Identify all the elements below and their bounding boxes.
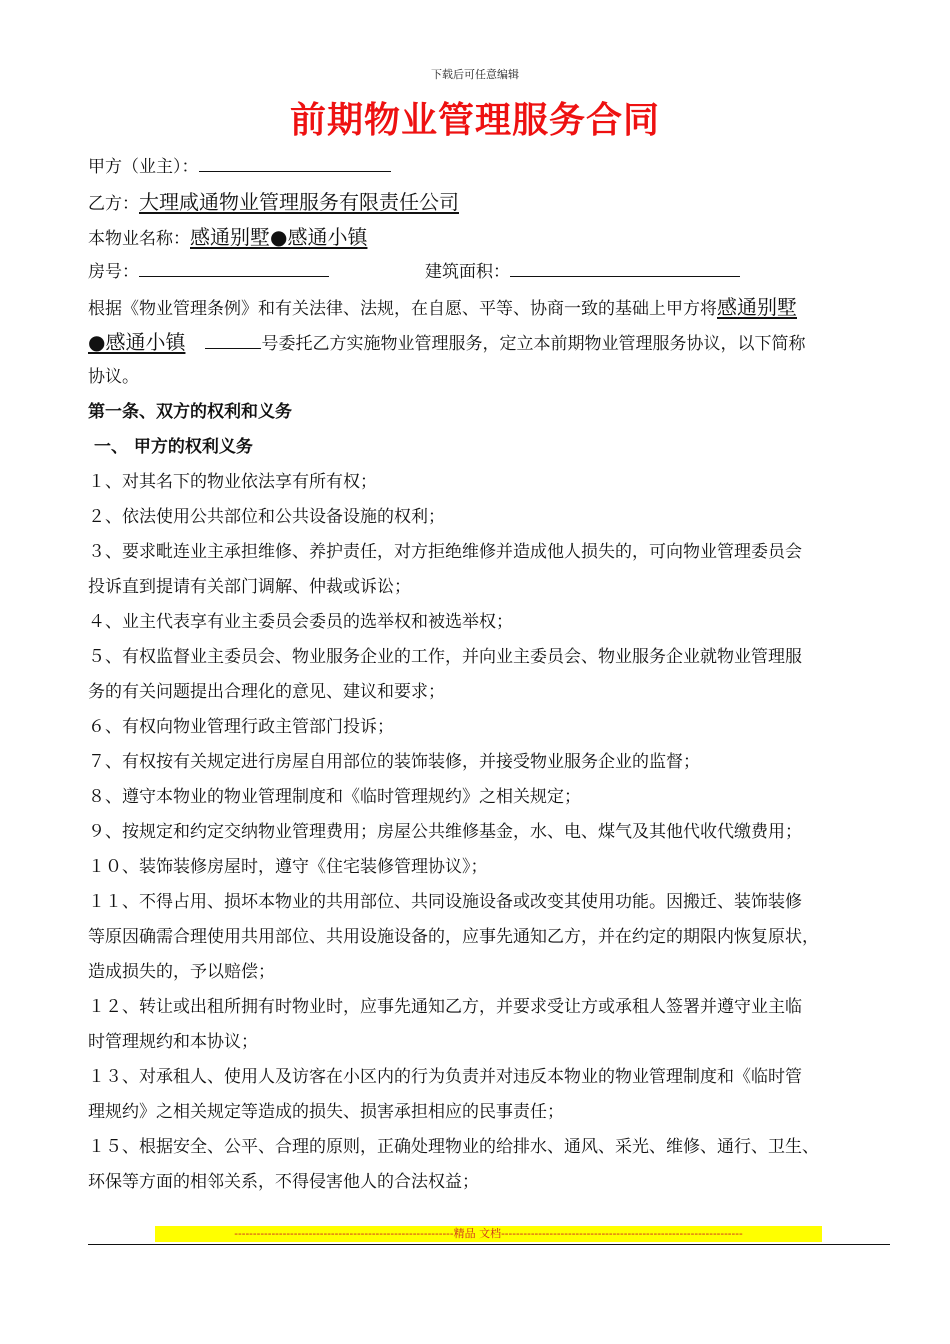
clause-line: １、对其名下的物业依法享有所有权； — [88, 472, 377, 492]
clause-line: ５、有权监督业主委员会、物业服务企业的工作，并向业主委员会、物业服务企业就物业管理服 — [88, 647, 802, 667]
intro-blank — [205, 330, 261, 349]
intro-part2: 号委托乙方实施物业管理服务，定立本前期物业管理服务协议，以下简称 — [261, 334, 806, 354]
party-b-value: 大理咸通物业管理服务有限责任公司 — [139, 190, 459, 214]
room-blank — [139, 258, 329, 277]
intro-name-part2: ●感通小镇 — [88, 330, 186, 354]
area-blank — [510, 258, 740, 277]
header-note: 下载后可任意编辑 — [431, 68, 519, 81]
property-name-label: 本物业名称： — [88, 229, 190, 249]
clause-line: １２、转让或出租所拥有时物业时，应事先通知乙方，并要求受让方或承租人签署并遵守业主临 — [88, 997, 802, 1017]
clause-line: ３、要求毗连业主承担维修、养护责任，对方拒绝维修并造成他人损失的，可向物业管理委员会 — [88, 542, 802, 562]
clause-line: １０、装饰装修房屋时，遵守《住宅装修管理协议》； — [88, 857, 488, 877]
room-area-row — [88, 255, 888, 290]
property-name-value: 感通别墅●感通小镇 — [190, 225, 368, 249]
document-title: 前期物业管理服务合同 — [289, 100, 660, 141]
intro-line-1 — [88, 290, 888, 325]
clause-line: １１、不得占用、损坏本物业的共用部位、共同设施设备或改变其使用功能。因搬迁、装饰装修 — [88, 892, 802, 912]
contract-body — [88, 150, 888, 1200]
footer-watermark-bar: -----------------------------------------------------------精品 文档----------------------------------------------------------------- — [155, 1226, 822, 1242]
clause-line: ９、按规定和约定交纳物业管理费用；房屋公共维修基金，水、电、煤气及其他代收代缴费用； — [88, 822, 802, 842]
party-a-label: 甲方（业主）： — [88, 157, 199, 177]
footer-divider — [88, 1244, 890, 1245]
intro-line-2 — [88, 325, 888, 360]
party-a-row — [88, 150, 888, 185]
clause-line: １５、根据安全、公平、合理的原则，正确处理物业的给排水、通风、采光、维修、通行、卫生、 — [88, 1137, 819, 1157]
area-label: 建筑面积： — [425, 262, 510, 282]
clause-line: 时管理规约和本协议； — [88, 1032, 258, 1052]
clause-line: 务的有关问题提出合理化的意见、建议和要求； — [88, 682, 445, 702]
subsection-1-heading: 一、 甲方的权利义务 — [94, 437, 253, 457]
intro-part1: 根据《物业管理条例》和有关法律、法规，在自愿、平等、协商一致的基础上甲方将 — [88, 299, 717, 319]
room-label: 房号： — [88, 262, 139, 282]
clause-line: ２、依法使用公共部位和公共设备设施的权利； — [88, 507, 445, 527]
clause-line: 等原因确需合理使用共用部位、共用设施设备的，应事先通知乙方，并在约定的期限内恢复原状， — [88, 927, 819, 947]
property-name-row — [88, 220, 888, 255]
clause-line: 理规约》之相关规定等造成的损失、损害承担相应的民事责任； — [88, 1102, 564, 1122]
intro-line-3 — [88, 360, 888, 395]
clause-line: ７、有权按有关规定进行房屋自用部位的装饰装修，并接受物业服务企业的监督； — [88, 752, 700, 772]
party-b-label: 乙方： — [88, 194, 139, 214]
clause-line: 投诉直到提请有关部门调解、仲裁或诉讼； — [88, 577, 411, 597]
clause-line: ８、遵守本物业的物业管理制度和《临时管理规约》之相关规定； — [88, 787, 581, 807]
clause-line: 环保等方面的相邻关系，不得侵害他人的合法权益； — [88, 1172, 479, 1192]
clause-line: １３、对承租人、使用人及访客在小区内的行为负责并对违反本物业的物业管理制度和《临时管 — [88, 1067, 802, 1087]
party-b-row — [88, 185, 888, 220]
clause-line: ６、有权向物业管理行政主管部门投诉； — [88, 717, 394, 737]
intro-part3: 协议。 — [88, 367, 139, 387]
clause-line: ４、业主代表享有业主委员会委员的选举权和被选举权； — [88, 612, 513, 632]
section-1-heading: 第一条、双方的权利和义务 — [88, 402, 292, 422]
party-a-blank — [199, 153, 391, 172]
intro-name-part1: 感通别墅 — [717, 295, 797, 319]
clause-line: 造成损失的，予以赔偿； — [88, 962, 275, 982]
